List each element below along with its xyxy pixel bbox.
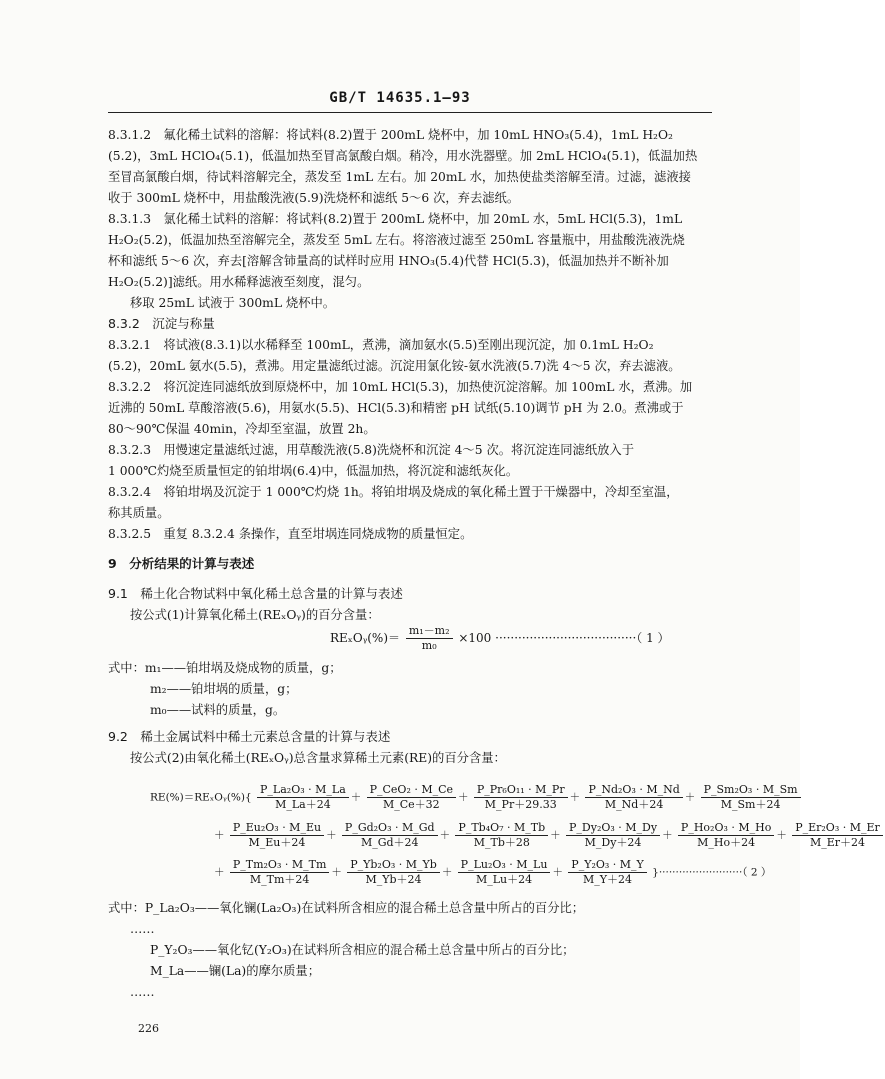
- plus-sign: ＋: [331, 866, 342, 879]
- section-heading: 9 分析结果的计算与表述: [108, 556, 255, 571]
- formula-1: [330, 624, 670, 653]
- where-line: M_La——镧(La)的摩尔质量；: [150, 964, 321, 978]
- fraction-denominator: M_Tm＋24: [249, 873, 310, 886]
- text-line: H₂O₂(5.2)，低温加热至溶解完全，蒸发至 5mL 左右。将溶液过滤至 250mL 容量瓶中，用盐酸洗液洗烧: [108, 233, 685, 247]
- plus-sign: ＋: [439, 829, 451, 842]
- text-line: 8.3.1.2 氟化稀土试料的溶解：将试料(8.2)置于 200mL 烧杯中，加 10mL HNO₃(5.4)，1mL H₂O₂: [108, 128, 673, 142]
- fraction-denominator: M_Er＋24: [809, 836, 866, 849]
- fraction-numerator: P_Nd₂O₃ · M_Nd: [585, 783, 682, 798]
- fraction-denominator: M_Ce＋32: [382, 798, 440, 811]
- fraction-denominator: M_Eu＋24: [248, 836, 306, 849]
- where-line: m₂——铂坩埚的质量，g；: [150, 682, 298, 696]
- fraction-denominator: M_Dy＋24: [584, 836, 642, 849]
- plus-sign: ＋: [662, 829, 673, 842]
- fraction-denominator: M_La＋24: [275, 798, 331, 811]
- fraction-denominator: M_Tb＋28: [473, 836, 530, 849]
- formula-tail: }·························（ 2 ）: [652, 866, 772, 879]
- fraction-numerator: P_Sm₂O₃ · M_Sm: [701, 783, 801, 798]
- where-line: 式中：P_La₂O₃——氧化镧(La₂O₃)在试料所含相应的混合稀土总含量中所占的百分比；: [108, 901, 585, 915]
- fraction-numerator: P_Tm₂O₃ · M_Tm: [230, 858, 330, 873]
- ellipsis: ……: [130, 985, 155, 999]
- fraction-numerator: P_La₂O₃ · M_La: [257, 783, 349, 798]
- where-line: P_Y₂O₃——氧化钇(Y₂O₃)在试料所含相应的混合稀土总含量中所占的百分比；: [150, 943, 575, 957]
- plus-sign: ＋: [214, 829, 225, 842]
- fraction-numerator: P_Ho₂O₃ · M_Ho: [678, 821, 774, 836]
- text-line: 8.3.2.3 用慢速定量滤纸过滤，用草酸洗液(5.8)洗烧杯和沉淀 4～5 次。将沉淀连同滤纸放入于: [108, 443, 635, 457]
- text-line: 8.3.2.2 将沉淀连同滤纸放到原烧杯中，加 10mL HCl(5.3)，加热使沉淀溶解。加 100mL 水，煮沸。加: [108, 380, 693, 394]
- plus-sign: ＋: [550, 829, 561, 842]
- fraction-numerator: P_Er₂O₃ · M_Er: [792, 821, 883, 836]
- formula-lhs: RE(%)＝REₓOᵧ(%){: [150, 791, 252, 804]
- plus-sign: ＋: [350, 791, 362, 804]
- formula-2-row-2: [214, 821, 885, 850]
- text-line: 8.3.2.1 将试液(8.3.1)以水稀释至 100mL，煮沸，滴加氨水(5.5)至刚出现沉淀，加 0.1mL H₂O₂: [108, 338, 654, 352]
- text-line: 按公式(2)由氧化稀土(REₓOᵧ)总含量求算稀土元素(RE)的百分含量：: [130, 751, 506, 765]
- fraction-numerator: P_Pr₆O₁₁ · M_Pr: [474, 783, 568, 798]
- where-line: m₀——试料的质量，g。: [150, 703, 286, 717]
- plus-sign: ＋: [569, 791, 581, 804]
- plus-sign: ＋: [214, 866, 225, 879]
- plus-sign: ＋: [441, 866, 453, 879]
- fraction-numerator: P_Y₂O₃ · M_Y: [568, 858, 647, 873]
- plus-sign: ＋: [552, 866, 563, 879]
- formula-tail: ×100 ·····································（ 1 ）: [458, 631, 670, 645]
- subsection-heading: 9.1 稀土化合物试料中氧化稀土总含量的计算与表述: [108, 586, 403, 601]
- fraction-denominator: M_Pr＋29.33: [484, 798, 557, 811]
- text-line: (5.2)，20mL 氨水(5.5)，煮沸。用定量滤纸过滤。沉淀用氯化铵-氨水洗液(5.7)洗 4～5 次，弃去滤液。: [108, 359, 681, 373]
- formula-2-row-3: [214, 858, 771, 887]
- text-line: 杯和滤纸 5～6 次，弃去[溶解含铈量高的试样时应用 HNO₃(5.4)代替 HCl(5.3)，低温加热并不断补加: [108, 254, 669, 268]
- fraction-denominator: M_Ho＋24: [697, 836, 756, 849]
- formula-lhs: REₓOᵧ(%)＝: [330, 631, 401, 645]
- text-line: 收于 300mL 烧杯中，用盐酸洗液(5.9)洗烧杯和滤纸 5～6 次，弃去滤纸。: [108, 191, 520, 205]
- plus-sign: ＋: [326, 829, 337, 842]
- text-line: 8.3.2.4 将铂坩埚及沉淀于 1 000℃灼烧 1h。将铂坩埚及烧成的氧化稀土置于干燥器中，冷却至室温，: [108, 485, 679, 499]
- fraction-numerator: P_Lu₂O₃ · M_Lu: [458, 858, 551, 873]
- fraction-numerator: P_Dy₂O₃ · M_Dy: [566, 821, 660, 836]
- standard-header: GB/T 14635.1—93: [329, 90, 471, 106]
- where-line: 式中：m₁——铂坩埚及烧成物的质量，g；: [108, 661, 342, 675]
- fraction-denominator: M_Sm＋24: [720, 798, 781, 811]
- fraction-numerator: P_Eu₂O₃ · M_Eu: [230, 821, 324, 836]
- plus-sign: ＋: [776, 829, 787, 842]
- formula-2-row-1: [150, 783, 803, 812]
- subsection-heading: 9.2 稀土金属试料中稀土元素总含量的计算与表述: [108, 729, 391, 744]
- text-line: 称其质量。: [108, 506, 170, 520]
- text-line: 1 000℃灼烧至质量恒定的铂坩埚(6.4)中，低温加热，将沉淀和滤纸灰化。: [108, 464, 519, 478]
- fraction-denominator: M_Lu＋24: [475, 873, 533, 886]
- plus-sign: ＋: [458, 791, 469, 804]
- text-line: H₂O₂(5.2)]滤纸。用水稀释滤液至刻度，混匀。: [108, 275, 370, 289]
- fraction-numerator: P_Yb₂O₃ · M_Yb: [347, 858, 440, 873]
- fraction-numerator: P_Gd₂O₃ · M_Gd: [342, 821, 438, 836]
- text-line: 8.3.1.3 氯化稀土试料的溶解：将试料(8.2)置于 200mL 烧杯中，加 20mL 水，5mL HCl(5.3)，1mL: [108, 212, 683, 226]
- page-number: 226: [138, 1022, 159, 1035]
- text-line: 80～90℃保温 40min，冷却至室温，放置 2h。: [108, 422, 376, 436]
- header-rule: [108, 112, 712, 113]
- plus-sign: ＋: [684, 791, 696, 804]
- fraction-numerator: P_CeO₂ · M_Ce: [367, 783, 456, 798]
- text-line: 至冒高氯酸白烟，待试料溶解完全，蒸发至 1mL 左右。加 20mL 水，加热使盐类溶解至清。过滤，滤液接: [108, 170, 691, 184]
- text-line: (5.2)，3mL HClO₄(5.1)，低温加热至冒高氯酸白烟。稍冷，用水洗器壁。加 2mL HClO₄(5.1)，低温加热: [108, 149, 698, 163]
- ellipsis: ……: [130, 922, 155, 936]
- fraction-denominator: M_Gd＋24: [360, 836, 419, 849]
- fraction-numerator: m₁－m₂: [406, 624, 453, 639]
- formula-fraction: [406, 624, 453, 653]
- fraction-denominator: M_Nd＋24: [604, 798, 664, 811]
- subsection-heading: 8.3.2 沉淀与称量: [108, 316, 215, 331]
- fraction-denominator: M_Y＋24: [583, 873, 633, 886]
- fraction-denominator: M_Yb＋24: [365, 873, 422, 886]
- fraction-numerator: P_Tb₄O₇ · M_Tb: [455, 821, 548, 836]
- text-line: 按公式(1)计算氧化稀土(REₓOᵧ)的百分含量：: [130, 608, 380, 622]
- text-line: 8.3.2.5 重复 8.3.2.4 条操作，直至坩埚连同烧成物的质量恒定。: [108, 527, 473, 541]
- fraction-denominator: m₀: [421, 639, 437, 652]
- text-line: 近沸的 50mL 草酸溶液(5.6)，用氨水(5.5)、HCl(5.3)和精密 pH 试纸(5.10)调节 pH 为 2.0。煮沸或于: [108, 401, 684, 415]
- text-line: 移取 25mL 试液于 300mL 烧杯中。: [130, 296, 336, 310]
